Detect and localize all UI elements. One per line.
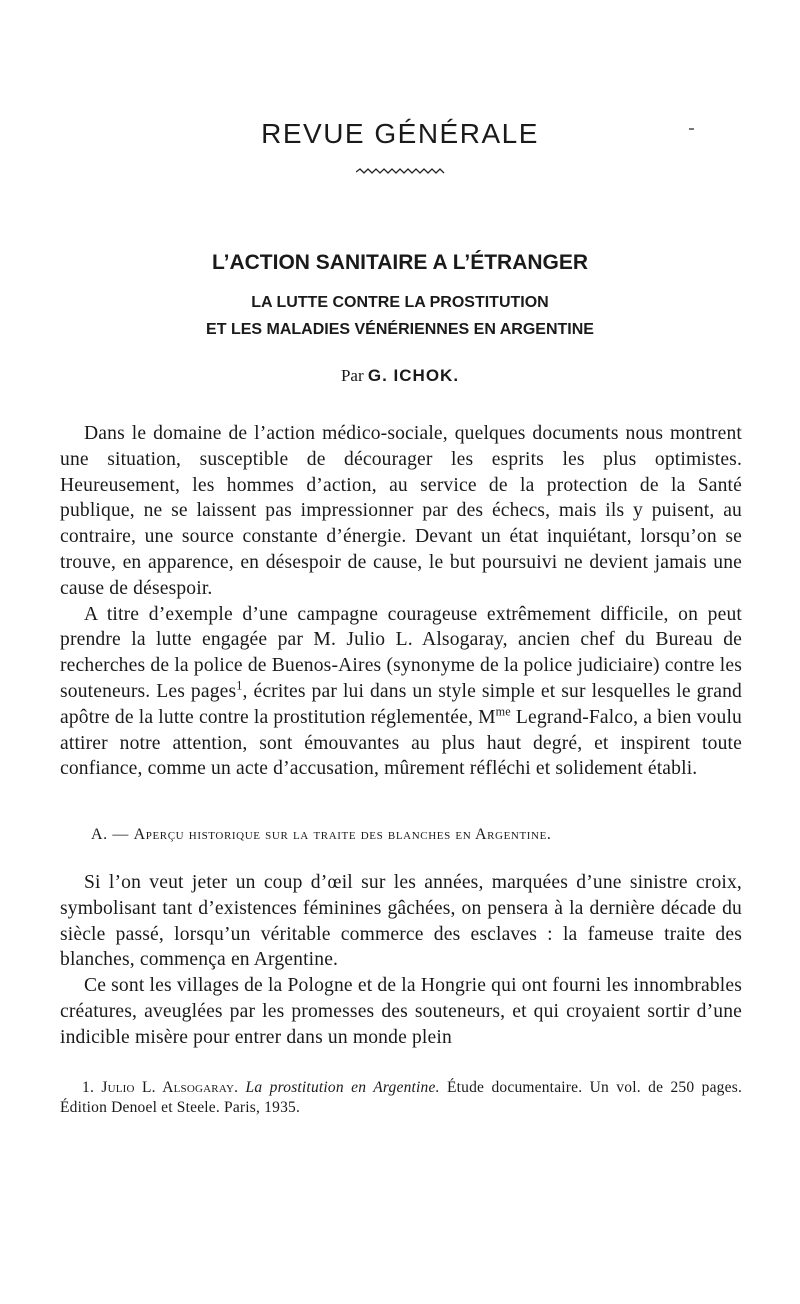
footnote-details: Étude documentaire. Un vol. de 250 pages. Édition Denoel et Steele. Paris, 1935.	[60, 1079, 743, 1116]
footnote-reference: 1	[236, 678, 243, 693]
paragraph-2-part-2: , écrites par lui dans un style simple et sur lesquelles le grand apôtre de la lutte contre la prostitution réglementée, M	[60, 680, 742, 728]
subtitle-line-1: LA LUTTE CONTRE LA PROSTITUTION	[251, 294, 549, 311]
stray-mark	[689, 128, 694, 130]
paragraph-2	[60, 602, 742, 783]
section-marker: A. —	[91, 826, 129, 843]
journal-section-title: REVUE GÉNÉRALE	[261, 118, 539, 149]
section-heading-text: Aperçu historique sur la traite des blanches en Argentine.	[133, 826, 552, 843]
paragraph-4: Ce sont les villages de la Pologne et de la Hongrie qui ont fourni les innombrables créatures, aveuglées par les promesses des souteneurs, et qui croyaient sortir d’une indicible misère pour entrer dans un monde plein	[60, 975, 742, 1048]
wavy-ornament-divider	[356, 168, 446, 176]
footnote-author: Julio L. Alsogaray.	[101, 1079, 239, 1096]
footnote-number: 1.	[82, 1079, 95, 1096]
paragraph-2-part-3: Legrand-Falco, a bien voulu attirer notre attention, sont émouvantes au plus haut degré, et inspirent toute confiance, comme un acte d’accusation, mûrement réfléchi et solidement établi.	[60, 706, 742, 780]
footnote	[60, 1078, 742, 1118]
footnote-book-title: La prostitution en Argentine.	[245, 1079, 440, 1096]
body-text-intro	[60, 421, 742, 782]
paragraph-2-part-1: A titre d’exemple d’une campagne courageuse extrêmement difficile, on peut prendre la lutte engagée par M. Julio L. Alsogaray, ancien chef du Bureau de recherches de la police de Buenos-Aires (synonyme de la police judiciaire) contre les souteneurs. Les pages	[60, 603, 742, 702]
subtitle-line-2: ET LES MALADIES VÉNÉRIENNES EN ARGENTINE	[206, 321, 594, 338]
paragraph-3: Si l’on veut jeter un coup d’œil sur les années, marquées d’une sinistre croix, symbolisant tant d’existences féminines gâchées, on pensera à la dernière décade du siècle passé, lorsqu’un véritable commerce des esclaves : la fameuse traite des blanches, commença en Argentine.	[60, 872, 742, 971]
body-text-section-a	[60, 870, 742, 1051]
byline	[0, 364, 800, 388]
section-heading	[91, 823, 771, 847]
byline-prefix: Par	[340, 366, 364, 385]
title-abbreviation-superscript: me	[495, 704, 511, 719]
paragraph-1: Dans le domaine de l’action médico-sociale, quelques documents nous montrent une situation, susceptible de décourager les esprits les plus optimistes. Heureusement, les hommes d’action, au service de la protection de la Santé publique, ne se laissent pas impressionner par des échecs, mais ils y puisent, au contraire, une source constante d’énergie. Devant un état inquiétant, lorsqu’on se trouve, en apparence, en désespoir de cause, le but poursuivi ne devient jamais une cause de désespoir.	[60, 423, 742, 599]
byline-author: G. ICHOK.	[367, 366, 460, 385]
article-subtitle	[0, 289, 800, 343]
article-title: L’ACTION SANITAIRE A L’ÉTRANGER	[211, 251, 589, 274]
